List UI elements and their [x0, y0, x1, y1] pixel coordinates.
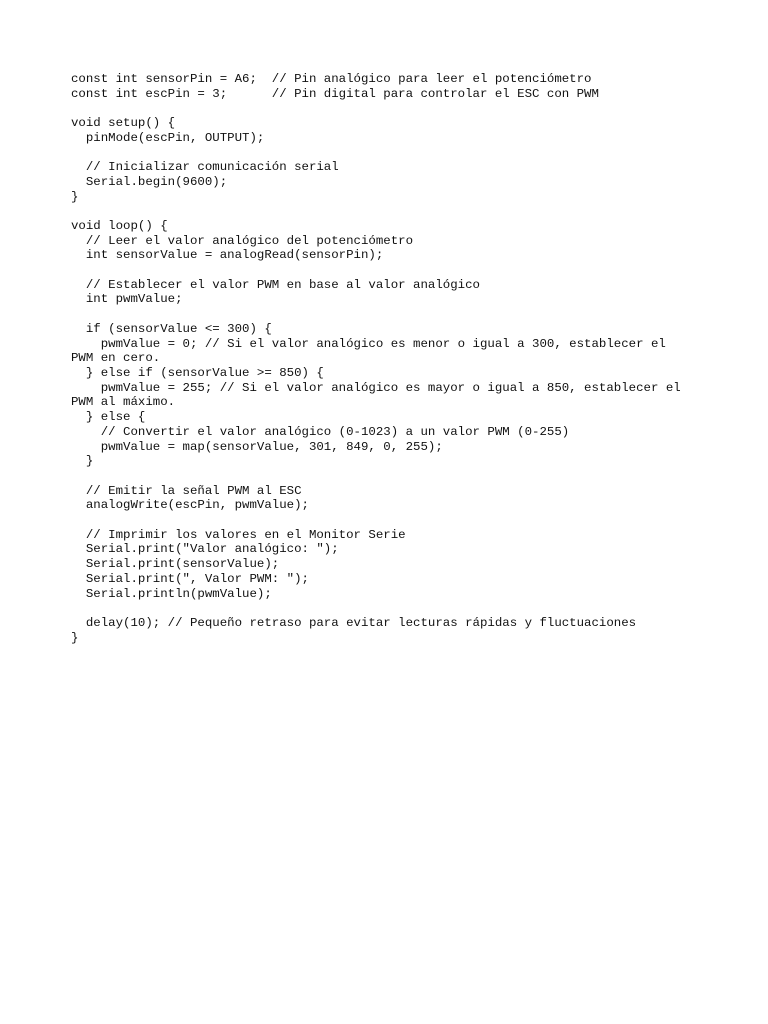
code-line: pwmValue = 255; // Si el valor analógico es mayor o igual a 850, establecer el	[71, 380, 681, 395]
code-line: PWM al máximo.	[71, 395, 176, 410]
code-line: int pwmValue;	[71, 292, 183, 307]
code-line	[71, 101, 681, 116]
code-line	[71, 469, 681, 484]
code-line: pwmValue = map(sensorValue, 301, 849, 0, 255);	[71, 439, 443, 454]
code-line: // Emitir la señal PWM al ESC	[71, 483, 302, 498]
code-line: const int escPin = 3; // Pin digital para controlar el ESC con PWM	[71, 86, 599, 101]
code-line	[71, 263, 681, 278]
code-line: // Leer el valor analógico del potenciómetro	[71, 233, 414, 248]
code-line	[71, 513, 681, 528]
code-line: // Imprimir los valores en el Monitor Serie	[71, 527, 406, 542]
code-line: void setup() {	[71, 116, 176, 131]
code-line: }	[71, 189, 79, 204]
code-line: // Establecer el valor PWM en base al valor analógico	[71, 277, 480, 292]
code-line: PWM en cero.	[71, 351, 161, 366]
code-block	[71, 72, 681, 645]
code-line: void loop() {	[71, 218, 168, 233]
code-line	[71, 204, 681, 219]
code-line: } else {	[71, 410, 146, 425]
code-line: Serial.print(", Valor PWM: ");	[71, 571, 309, 586]
code-line: // Inicializar comunicación serial	[71, 160, 339, 175]
code-line: const int sensorPin = A6; // Pin analógico para leer el potenciómetro	[71, 72, 592, 86]
code-line: }	[71, 454, 94, 469]
code-line: Serial.print("Valor analógico: ");	[71, 542, 339, 557]
code-line: int sensorValue = analogRead(sensorPin);	[71, 248, 384, 263]
code-line: Serial.begin(9600);	[71, 174, 228, 189]
code-line	[71, 601, 681, 616]
code-line: } else if (sensorValue >= 850) {	[71, 365, 324, 380]
code-line: pwmValue = 0; // Si el valor analógico es menor o igual a 300, establecer el	[71, 336, 666, 351]
code-line: delay(10); // Pequeño retraso para evitar lecturas rápidas y fluctuaciones	[71, 615, 637, 630]
code-line: if (sensorValue <= 300) {	[71, 321, 272, 336]
code-line: }	[71, 630, 79, 645]
code-line	[71, 146, 681, 161]
code-line: pinMode(escPin, OUTPUT);	[71, 130, 265, 145]
code-line: Serial.println(pwmValue);	[71, 586, 272, 601]
code-line: // Convertir el valor analógico (0-1023) a un valor PWM (0-255)	[71, 424, 570, 439]
code-line: Serial.print(sensorValue);	[71, 557, 280, 572]
code-line: analogWrite(escPin, pwmValue);	[71, 498, 309, 513]
code-line	[71, 307, 681, 322]
